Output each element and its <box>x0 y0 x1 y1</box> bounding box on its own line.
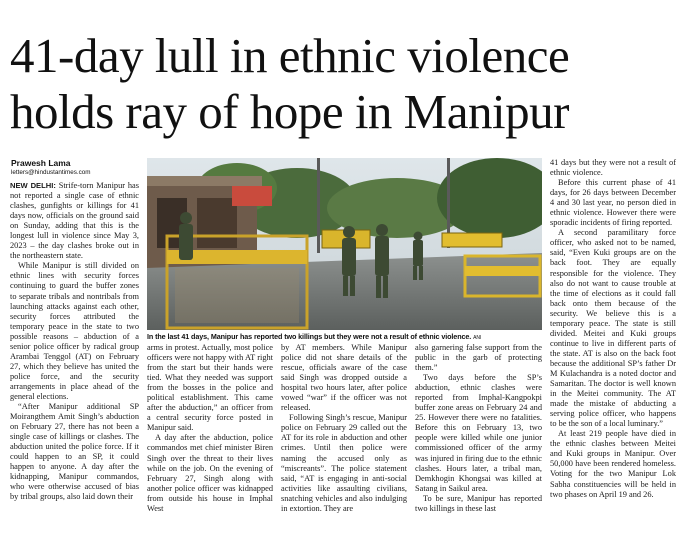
article-column-1 <box>10 181 139 503</box>
paragraph: At least 219 people have died in the ethnic clashes between Meitei and Kuki groups in Manipur. Over 50,000 have been rendered homeless. Voting for the two Manipur Lok Sabha constituencies will be held in two phases on April 19 and 26. <box>550 429 676 499</box>
headline <box>10 28 675 140</box>
photo-street-security-icon <box>147 158 542 330</box>
news-photo <box>147 158 542 330</box>
paragraph: To be sure, Manipur has reported two killings in these last <box>415 493 542 513</box>
paragraph: also garnering false support from the public in the garb of protecting them.” <box>415 343 542 373</box>
headline-line-1: 41-day lull in ethnic violence <box>10 28 570 83</box>
photo-credit: ANI <box>473 335 482 341</box>
article-column-4 <box>415 343 542 514</box>
author-name: Prawesh Lama <box>11 158 71 168</box>
paragraph: While Manipur is still divided on ethnic lines with security forces continuing to guard the buffer zones to separate tribals and nontribals from launching attacks against each other, security forces attributed the temporary peace in the state to two possible reasons – abduction of a senior police officer by radical group Arambai Tenggol (AT) on February 27, which they believe has united the police force, and the security arrangements in place ahead of the general elections. <box>10 261 139 401</box>
paragraph: A second paramilitary force officer, who asked not to be named, said, “Even Kuki groups are on the back foot. They are equally responsible for the violence. They also do not want to cause trouble at the time of elections as it could fall back onto them because of the security. We believe this is a temporary peace. The state is still divided. Meitei and Kuki groups continue to live in different parts of the state. AT is also on the back foot because the additional SP’s father Dr M Kulachandra is a noted doctor and Samaritan. The doctor is well known in the Meitei community. The AT made the mistake of abducting a serving police officer, who happens to be the son of a local luminary.” <box>550 228 676 429</box>
paragraph: Before this current phase of 41 days, for 26 days between December 4 and 30 last year, no person died in ethnic violence. However there were sporadic incidents of firing reported. <box>550 178 676 228</box>
paragraph-text: Strife-torn Manipur has not reported a single case of ethnic clashes, gunfights or killings for 41 days now, officials on the ground said on Sunday, adding that this is the longest lull in violence since May 3, 2023 – the day clashes broke out in the northeastern state. <box>10 181 139 261</box>
article-column-2 <box>147 343 273 514</box>
dateline: NEW DELHI: <box>10 181 56 190</box>
paragraph: by AT members. While Manipur police did not share details of the rescue, officials aware of the case said Singh was dropped outside a hospital two hours later, after police vowed “war” if the officer was not released. <box>281 343 407 413</box>
byline <box>11 158 141 176</box>
paragraph: Two days before the SP’s abduction, ethnic clashes were reported from Imphal-Kangpokpi buffer zone areas on February 24 and 25. However there were no fatalities. Before this on February 13, two people were killed while one junior commissioned officer of the army was injured in firing due to the ethnic clashes. Hours later, a tribal man, Demkhogin Khongsai was killed at Satang in Saikul area. <box>415 373 542 493</box>
article-column-5 <box>550 158 676 500</box>
paragraph: 41 days but they were not a result of ethnic violence. <box>550 158 676 178</box>
paragraph: A day after the abduction, police commandos met chief minister Biren Singh over the threat to their lives while on the job. On the evening of February 27, Singh along with another police officer was kidnapped from outside his house in Imphal West <box>147 433 273 513</box>
photo-caption <box>147 332 542 343</box>
paragraph: Following Singh’s rescue, Manipur police on February 29 called out the AT for its role in abduction and other crimes. Until then police were naming the accused only as “miscreants”. The police statement said, “AT is engaging in anti-social activities like assaulting civilians, snatching vehicles and also indulging in extortion. They are <box>281 413 407 513</box>
headline-line-2: holds ray of hope in Manipur <box>10 84 569 139</box>
article-column-3 <box>281 343 407 514</box>
paragraph <box>10 181 139 261</box>
author-email: letters@hindustantimes.com <box>11 169 91 176</box>
paragraph: “After Manipur additional SP Moirangthem Amit Singh’s abduction on February 27, there has not been a single case of killings or clashes. The abduction united the police force. If it could happen to an SP, it could happen to anyone. A day after the kidnapping, Manipur commandos, who were otherwise accused of bias by tribal groups, also laid down their <box>10 402 139 502</box>
paragraph: arms in protest. Actually, most police officers were not happy with AT right from the start but their hands were tied. What they needed was support from the bosses in the police and political establishment. This came after the abduction,” an officer from a central security force posted in Manipur said. <box>147 343 273 433</box>
caption-text: In the last 41 days, Manipur has reported two killings but they were not a result of ethnic violence. <box>147 332 472 341</box>
